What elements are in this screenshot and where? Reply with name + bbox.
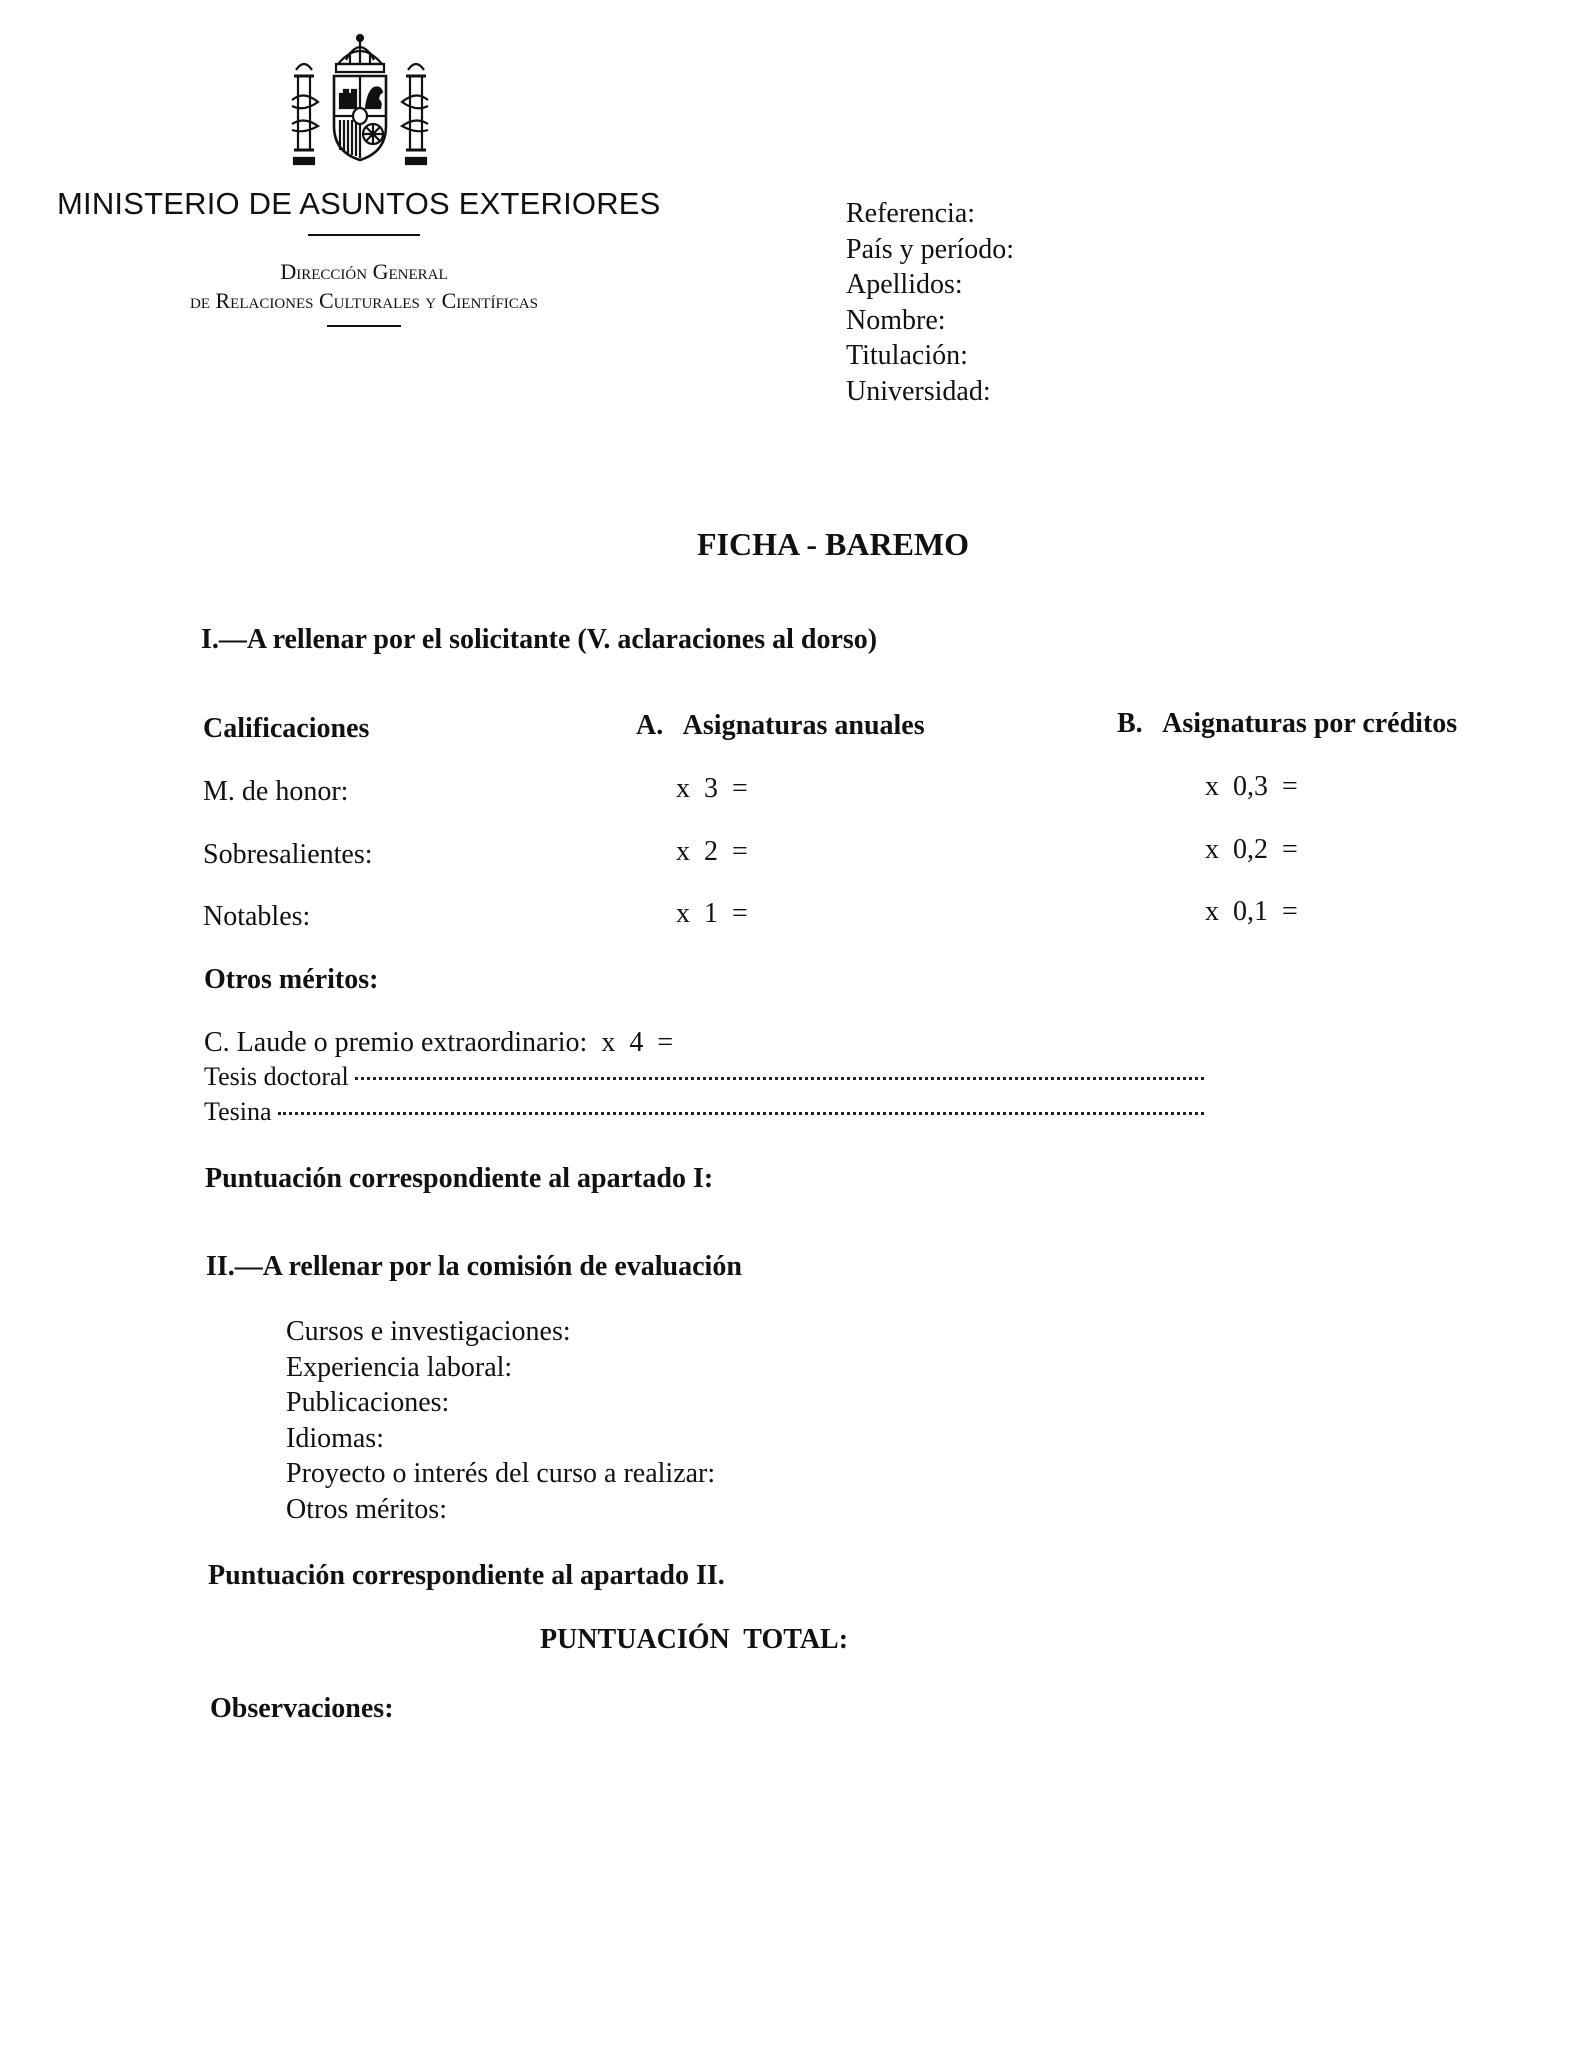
observations-heading: Observaciones: — [210, 1693, 394, 1724]
directorate-line-1: Dirección General — [280, 259, 448, 284]
score-section-1: Puntuación correspondiente al apartado I: — [205, 1163, 714, 1194]
total-score: PUNTUACIÓN TOTAL: — [540, 1624, 849, 1655]
section-2-items — [286, 1314, 715, 1527]
item-experiencia: Experiencia laboral: — [286, 1351, 513, 1383]
tesina-line — [204, 1097, 1204, 1127]
field-pais-periodo: País y período: — [846, 233, 1014, 265]
laude-line: C. Laude o premio extraordinario: x 4 = — [204, 1027, 674, 1058]
field-titulacion: Titulación: — [846, 340, 968, 371]
col-asignaturas-creditos: B. Asignaturas por créditos — [1117, 708, 1458, 739]
item-cursos: Cursos e investigaciones: — [286, 1316, 571, 1347]
row-label-sobresalientes: Sobresalientes: — [203, 839, 373, 870]
col-asignaturas-anuales: A. Asignaturas anuales — [636, 710, 925, 741]
divider — [308, 234, 420, 236]
item-publicaciones: Publicaciones: — [286, 1387, 450, 1418]
mult-b-sobresalientes: x 0,2 = — [1205, 834, 1298, 865]
field-nombre: Nombre: — [846, 304, 946, 336]
field-universidad: Universidad: — [846, 375, 991, 407]
item-proyecto: Proyecto o interés del curso a realizar: — [286, 1458, 716, 1489]
divider — [327, 325, 401, 327]
score-section-2: Puntuación correspondiente al apartado II. — [208, 1560, 725, 1591]
tesis-line — [204, 1062, 1204, 1092]
row-label-notables: Notables: — [203, 901, 311, 932]
item-otros-meritos: Otros méritos: — [286, 1493, 447, 1525]
section-2-heading: II.—A rellenar por la comisión de evaluación — [206, 1251, 742, 1282]
mult-a-honor: x 3 = — [676, 773, 748, 804]
mult-a-sobresalientes: x 2 = — [676, 836, 748, 867]
item-idiomas: Idiomas: — [286, 1422, 384, 1454]
mult-b-honor: x 0,3 = — [1205, 771, 1298, 802]
page-title: FICHA - BAREMO — [697, 526, 969, 562]
field-apellidos: Apellidos: — [846, 269, 963, 300]
col-calificaciones: Calificaciones — [203, 713, 370, 744]
row-label-honor: M. de honor: — [203, 776, 349, 807]
mult-b-notables: x 0,1 = — [1205, 896, 1298, 927]
tesis-label: Tesis doctoral — [204, 1062, 349, 1091]
field-referencia: Referencia: — [846, 198, 976, 229]
reference-fields — [846, 196, 1014, 409]
section-1-heading: I.—A rellenar por el solicitante (V. aclaraciones al dorso) — [201, 624, 878, 655]
otros-meritos-heading: Otros méritos: — [204, 964, 379, 995]
ministry-name: MINISTERIO DE ASUNTOS EXTERIORES — [57, 186, 661, 221]
tesina-label: Tesina — [204, 1097, 272, 1126]
mult-a-notables: x 1 = — [676, 898, 748, 929]
directorate-line-2: de Relaciones Culturales y Científicas — [190, 288, 538, 313]
dotted-leader — [355, 1077, 1204, 1080]
spanish-coat-of-arms-icon — [290, 30, 430, 172]
dotted-leader — [278, 1112, 1205, 1115]
